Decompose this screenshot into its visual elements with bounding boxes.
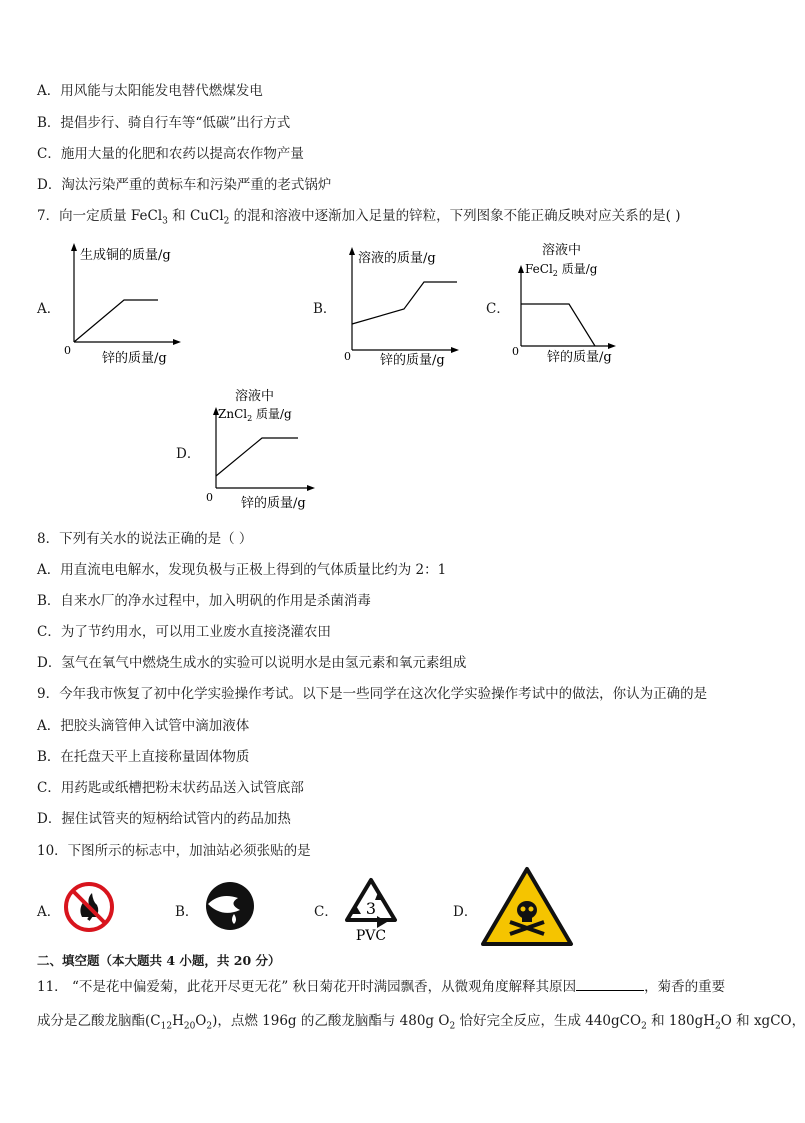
q8-option-a: A．用直流电电解水，发现负极与正极上得到的气体质量比约为 2：1 xyxy=(37,562,447,578)
graph-c xyxy=(505,240,630,370)
graph-b-label: B． xyxy=(313,301,337,317)
recycle-sign-icon xyxy=(341,876,401,944)
q11-blank xyxy=(576,978,644,991)
graph-a-origin: 0 xyxy=(64,344,71,357)
graph-b xyxy=(338,240,473,370)
graph-c-label: C． xyxy=(486,301,510,317)
sign-c-label: C． xyxy=(314,904,338,920)
sign-b-label: B． xyxy=(175,904,199,920)
toxic-sign-icon xyxy=(480,866,574,946)
sign-a-label: A． xyxy=(37,904,61,920)
graph-a xyxy=(60,240,195,370)
water-saving-sign-icon xyxy=(200,880,260,932)
graph-c-xlabel: 锌的质量/g xyxy=(547,350,612,365)
recycle-text: PVC xyxy=(355,928,387,944)
graph-b-xlabel: 锌的质量/g xyxy=(380,353,445,368)
q6-option-d: D．淘汰污染严重的黄标车和污染严重的老式锅炉 xyxy=(37,177,332,193)
graph-a-label: A． xyxy=(37,301,61,317)
graph-a-xlabel: 锌的质量/g xyxy=(102,351,167,366)
graph-c-ylabel-line2: FeCl$_2$ 质量/g xyxy=(525,262,598,278)
q10-stem: 10．下图所示的标志中，加油站必须张贴的是 xyxy=(37,843,311,859)
graph-b-ylabel: 溶液的质量/g xyxy=(358,251,436,266)
graph-d-ylabel-line2: ZnCl$_2$ 质量/g xyxy=(218,407,292,423)
graph-a-ylabel: 生成铜的质量/g xyxy=(80,248,171,263)
graph-c-origin: 0 xyxy=(512,345,519,358)
graph-d-origin: 0 xyxy=(206,491,213,504)
q8-option-d: D．氢气在氧气中燃烧生成水的实验可以说明水是由氢元素和氧元素组成 xyxy=(37,655,467,671)
graph-d xyxy=(200,384,325,514)
q9-option-a: A．把胶头滴管伸入试管中滴加液体 xyxy=(37,718,250,734)
q8-option-c: C．为了节约用水，可以用工业废水直接浇灌农田 xyxy=(37,624,331,640)
graph-d-xlabel: 锌的质量/g xyxy=(241,496,306,511)
graph-b-origin: 0 xyxy=(344,350,351,363)
graph-c-ylabel-line1: 溶液中 xyxy=(542,243,582,258)
section-title: 二、填空题（本大题共 4 小题，共 20 分） xyxy=(37,953,281,968)
q11-line2: 成分是乙酸龙脑酯$(C_{12}H_{20}O_2)$，点燃 196g 的乙酸龙脑酯与 480g $O_2$ 恰好完全反应，生成 440gCO$_2$ 和 $180gH_2O$ 和 xgCO， xyxy=(37,1013,805,1032)
q6-option-b: B．提倡步行、骑自行车等“低碳”出行方式 xyxy=(37,115,291,131)
graph-d-ylabel-line1: 溶液中 xyxy=(235,389,275,404)
graph-d-label: D． xyxy=(176,446,201,462)
q11-line1: 11． “不是花中偏爱菊，此花开尽更无花” 秋日菊花开时满园飘香，从微观角度解释其原因 ，菊香的重要 xyxy=(37,979,726,995)
q6-option-c: C．施用大量的化肥和农药以提高农作物产量 xyxy=(37,146,304,162)
sign-d-label: D． xyxy=(453,904,478,920)
q8-stem: 8．下列有关水的说法正确的是（ ） xyxy=(37,531,253,547)
recycle-number: 3 xyxy=(365,899,377,918)
q9-option-c: C．用药匙或纸槽把粉末状药品送入试管底部 xyxy=(37,780,304,796)
q9-option-b: B．在托盘天平上直接称量固体物质 xyxy=(37,749,250,765)
q6-option-a: A．用风能与太阳能发电替代燃煤发电 xyxy=(37,83,263,99)
q9-option-d: D．握住试管夹的短柄给试管内的药品加热 xyxy=(37,811,291,827)
no-fire-sign-icon xyxy=(63,881,115,933)
q8-option-b: B．自来水厂的净水过程中，加入明矾的作用是杀菌消毒 xyxy=(37,593,371,609)
q7-stem: 7．向一定质量 FeCl$_3$ 和 CuCl$_2$ 的混和溶液中逐渐加入足量的锌粒，下列图象不能正确反映对应关系的是( ) xyxy=(37,208,681,227)
q9-stem: 9．今年我市恢复了初中化学实验操作考试。以下是一些同学在这次化学实验操作考试中的做法，你认为正确的是 xyxy=(37,686,708,702)
